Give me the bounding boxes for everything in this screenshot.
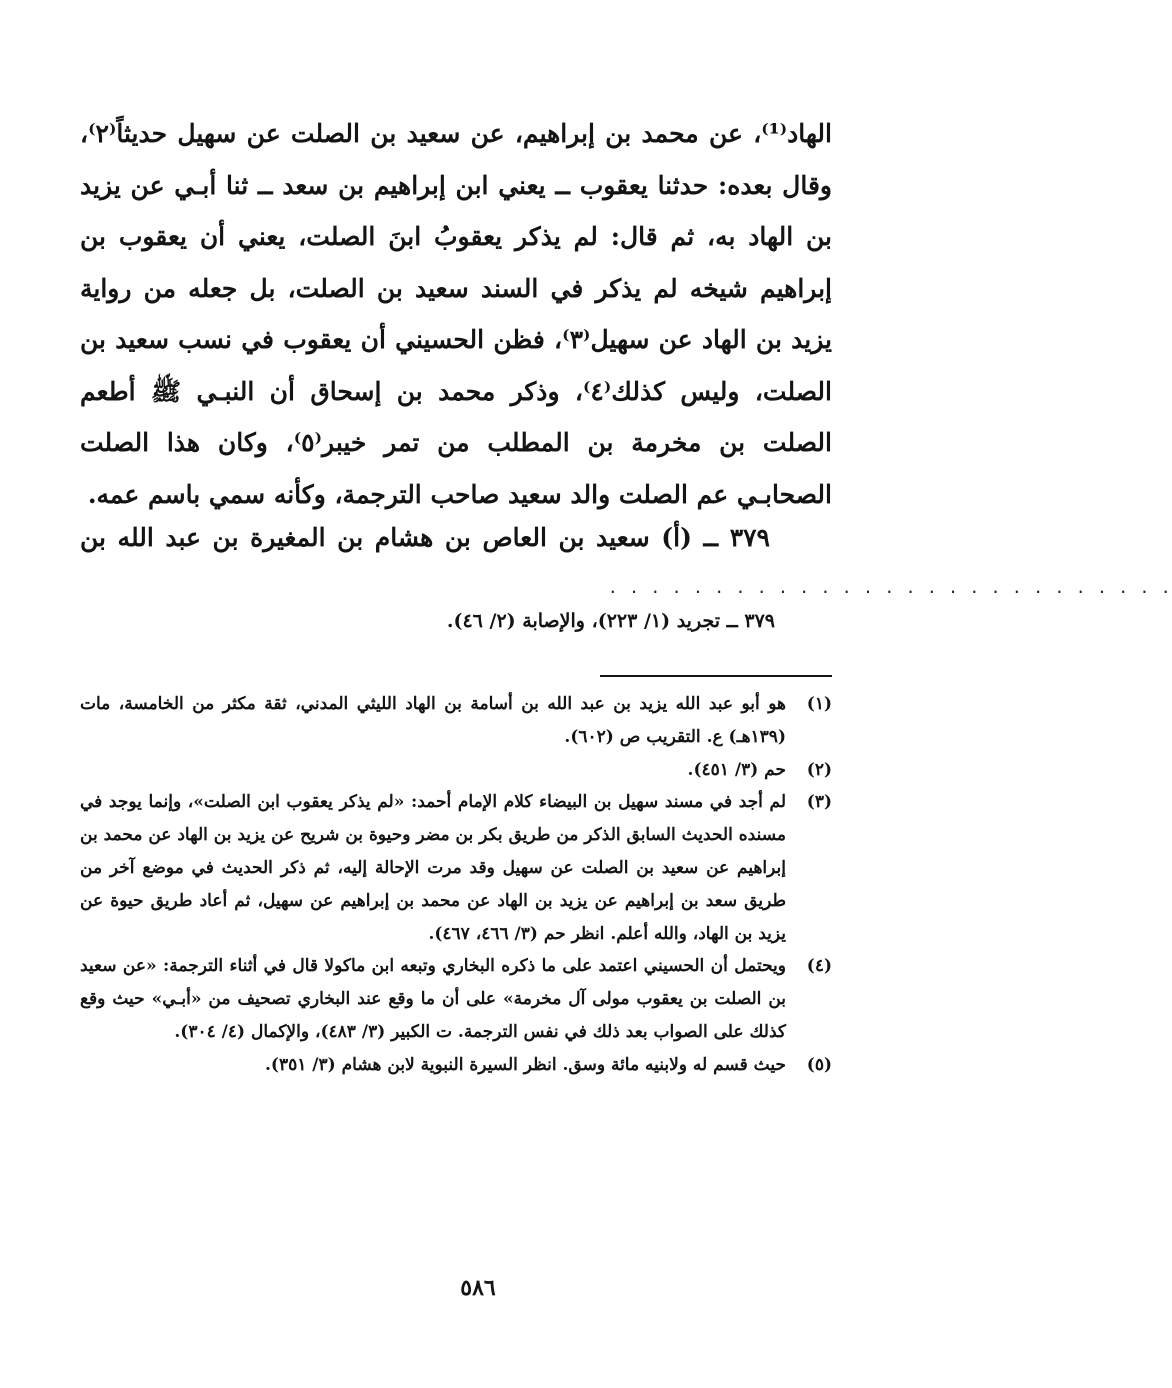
footnote-number: (٢) <box>806 759 832 780</box>
footnote-text: لم أجد في مسند سهيل بن البيضاء كلام الإمام أحمد: «لم يذكر يعقوب ابن الصلت»، وإنما يوجد في مسنده الحديث السابق الذكر من طريق بكر بن مضر وحيوة بن شريح عن يزيد بن الهاد عن محمد بن إبراهيم عن سعيد بن الصلت عن سهيل وقد مرت الإحالة إليه، ثم ذكر الحديث في موضع آخر من طريق سعد بن إبراهيم عن يزيد بن الهاد عن محمد بن إبراهيم عن سهيل، ثم أعاد طريق حيوة عن يزيد بن الهاد، والله أعلم. انظر حم (٣/ ٤٦٦، ٤٦٧). <box>80 792 786 944</box>
footnote-2 <box>80 754 832 787</box>
footnote-3 <box>80 786 832 950</box>
footnote-text: هو أبو عبد الله يزيد بن عبد الله بن أسامة بن الهاد الليثي المدني، ثقة مكثر من الخامسة، مات (١٣٩هـ) ع. التقريب ص (٦٠٢). <box>80 694 786 747</box>
footnote-number: (٣) <box>806 792 832 813</box>
footnote-1 <box>80 688 832 754</box>
footnote-number: (٤) <box>806 956 832 977</box>
footnote-separator <box>600 675 832 677</box>
footnote-4 <box>80 950 832 1048</box>
page-number: ٥٨٦ <box>460 1275 496 1301</box>
main-text <box>80 108 832 520</box>
entry-heading: ٣٧٩ ــ (أ) سعيد بن العاص بن هشام بن المغيرة بن عبد الله بن <box>80 523 770 552</box>
main-paragraph: الهاد⁽¹⁾، عن محمد بن إبراهيم، عن سعيد بن الصلت عن سهيل حديثاً⁽٢⁾، وقال بعده: حدثنا يعقوب ــ يعني ابن إبراهيم بن سعد ــ ثنا أبـي عن يزيد بن الهاد به، ثم قال: لم يذكر يعقوبُ ابنَ الصلت، يعني أن يعقوب بن إبراهيم شيخه لم يذكر في السند سعيد بن الصلت، بل جعله من رواية يزيد بن الهاد عن سهيل⁽٣⁾، فظن الحسيني أن يعقوب في نسب سعيد بن الصلت، وليس كذلك⁽٤⁾، وذكر محمد بن إسحاق أن النبـي ﷺ أطعم الصلت بن مخرمة بن المطلب من تمر خيبر⁽٥⁾، وكان هذا الصلت الصحابـي عم الصلت والد سعيد صاحب الترجمة، وكأنه سمي باسم عمه. <box>80 119 832 509</box>
footnote-number: (٥) <box>806 1054 832 1075</box>
separator-dots: . . . . . . . . . . . . . . . . . . . . . . . . . . . <box>608 578 1172 597</box>
footnote-number: (١) <box>806 694 832 714</box>
footnote-5 <box>80 1049 832 1082</box>
entry-source-line: ٣٧٩ ــ تجريد (١/ ٢٢٣)، والإصابة (٢/ ٤٦). <box>446 610 775 632</box>
footnote-text: حم (٣/ ٤٥١). <box>687 759 786 780</box>
footnote-text: ويحتمل أن الحسيني اعتمد على ما ذكره البخاري وتبعه ابن ماكولا قال في أثناء الترجمة: «عن سعيد بن الصلت بن يعقوب مولى آل مخرمة» على أن ما وقع عند البخاري تصحيف من «أبـي» حيث وقع كذلك على الصواب بعد ذلك في نفس الترجمة. ت الكبير (٣/ ٤٨٣)، والإكمال (٤/ ٣٠٤). <box>80 956 786 1042</box>
footnotes <box>80 688 832 1082</box>
footnote-text: حيث قسم له ولابنيه مائة وسق. انظر السيرة النبوية لابن هشام (٣/ ٣٥١). <box>265 1054 786 1075</box>
